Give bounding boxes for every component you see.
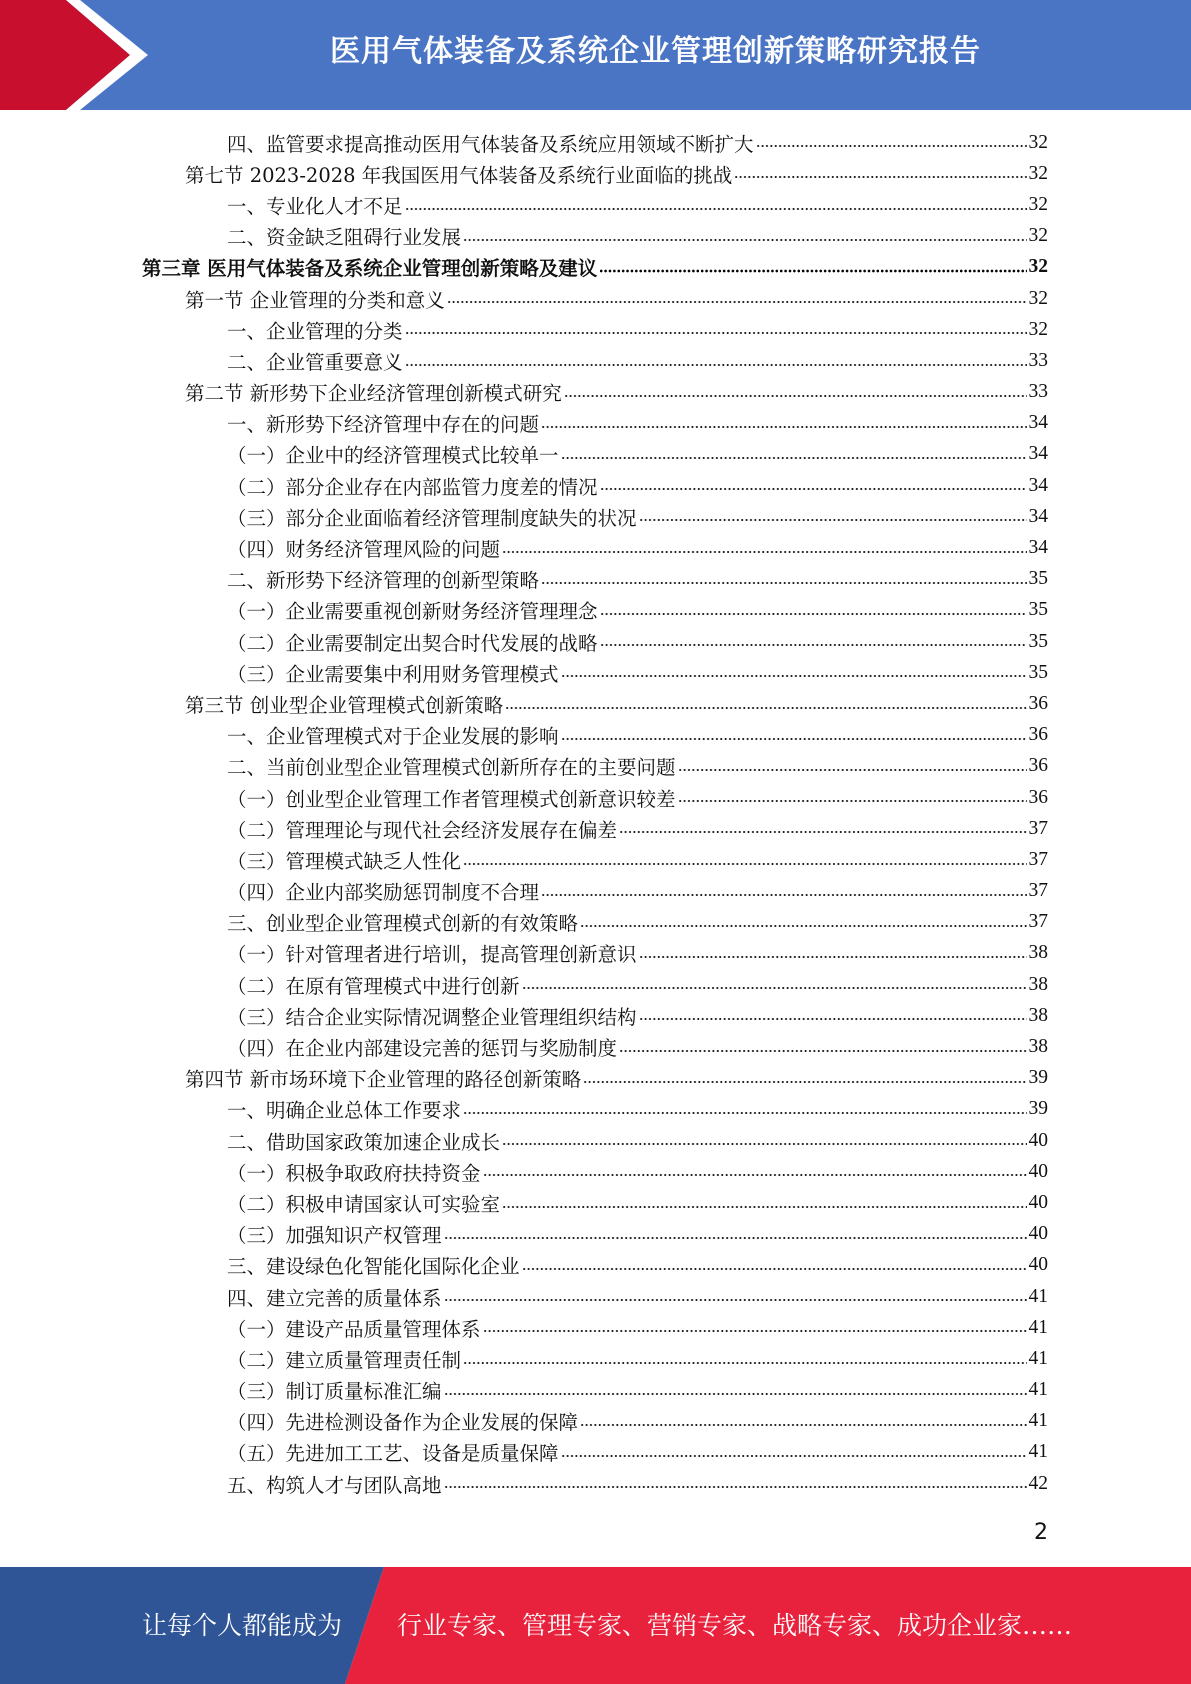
- toc-dot-leader: [483, 1171, 1027, 1179]
- toc-entry-page: 32: [1028, 131, 1048, 153]
- toc-entry-title: （一）建设产品质量管理体系: [227, 1317, 481, 1341]
- toc-entry-page: 40: [1028, 1191, 1048, 1213]
- toc-entry-title: （四）先进检测设备作为企业发展的保障: [227, 1411, 579, 1435]
- toc-entry[interactable]: [0, 1281, 1191, 1312]
- toc-entry[interactable]: [0, 844, 1191, 875]
- toc-entry[interactable]: [0, 1375, 1191, 1406]
- toc-entry[interactable]: [0, 1094, 1191, 1125]
- page-header: [0, 0, 1191, 110]
- toc-entry-page: 35: [1028, 630, 1048, 652]
- toc-entry-title: 五、构筑人才与团队高地: [227, 1473, 442, 1497]
- toc-entry-title: 二、新形势下经济管理的创新型策略: [227, 569, 540, 593]
- toc-entry-page: 41: [1028, 1441, 1048, 1463]
- toc-dot-leader: [564, 392, 1027, 400]
- toc-entry-page: 36: [1028, 755, 1048, 777]
- toc-entry[interactable]: [0, 1125, 1191, 1156]
- toc-entry-page: 32: [1028, 193, 1048, 215]
- toc-entry-title: 二、资金缺乏阻碍行业发展: [227, 226, 462, 250]
- toc-entry[interactable]: [0, 876, 1191, 907]
- toc-dot-leader: [502, 1140, 1026, 1148]
- toc-entry[interactable]: [0, 1063, 1191, 1094]
- toc-dot-leader: [639, 516, 1027, 524]
- toc-entry-title: 二、当前创业型企业管理模式创新所存在的主要问题: [227, 756, 676, 780]
- toc-entry-page: 40: [1028, 1160, 1048, 1182]
- toc-entry-title: （二）管理理论与现代社会经济发展存在偏差: [227, 818, 618, 842]
- toc-entry[interactable]: [0, 189, 1191, 220]
- toc-entry[interactable]: [0, 782, 1191, 813]
- toc-entry-title: （四）财务经济管理风险的问题: [227, 538, 501, 562]
- toc-entry-title: （三）部分企业面临着经济管理制度缺失的状况: [227, 506, 637, 530]
- toc-entry[interactable]: [0, 626, 1191, 657]
- toc-dot-leader: [561, 454, 1027, 462]
- toc-dot-leader: [444, 1234, 1027, 1242]
- toc-entry-title: 一、企业管理模式对于企业发展的影响: [227, 725, 559, 749]
- toc-entry-page: 39: [1028, 1098, 1048, 1120]
- toc-entry-title: （三）企业需要集中利用财务管理模式: [227, 662, 559, 686]
- toc-dot-leader: [502, 1203, 1026, 1211]
- toc-dot-leader: [561, 672, 1027, 680]
- toc-entry[interactable]: [0, 1219, 1191, 1250]
- toc-entry[interactable]: [0, 127, 1191, 158]
- toc-entry-title: 第四节 新市场环境下企业管理的路径创新策略: [185, 1068, 582, 1092]
- toc-dot-leader: [483, 1327, 1027, 1335]
- toc-entry-title: 第二节 新形势下企业经济管理创新模式研究: [185, 382, 562, 406]
- toc-entry[interactable]: [0, 1437, 1191, 1468]
- toc-entry[interactable]: [0, 345, 1191, 376]
- toc-dot-leader: [522, 1265, 1027, 1273]
- footer-slogan-left: 让每个人都能成为: [142, 1611, 343, 1640]
- toc-dot-leader: [583, 1078, 1026, 1086]
- toc-dot-leader: [405, 361, 1027, 369]
- toc-entry[interactable]: [0, 158, 1191, 189]
- toc-entry-title: 第七节 2023-2028 年我国医用气体装备及系统行业面临的挑战: [185, 163, 733, 187]
- toc-entry[interactable]: [0, 564, 1191, 595]
- toc-dot-leader: [444, 1390, 1027, 1398]
- toc-entry[interactable]: [0, 1031, 1191, 1062]
- toc-entry[interactable]: [0, 657, 1191, 688]
- table-of-contents: [0, 127, 1191, 1499]
- toc-dot-leader: [619, 828, 1026, 836]
- toc-dot-leader: [405, 205, 1027, 213]
- toc-entry-page: 33: [1028, 381, 1048, 403]
- toc-entry-page: 37: [1028, 848, 1048, 870]
- toc-entry-page: 32: [1028, 287, 1048, 309]
- toc-entry-page: 41: [1028, 1379, 1048, 1401]
- toc-entry[interactable]: [0, 688, 1191, 719]
- toc-dot-leader: [541, 423, 1026, 431]
- toc-entry[interactable]: [0, 1312, 1191, 1343]
- toc-entry[interactable]: [0, 439, 1191, 470]
- toc-entry-page: 38: [1028, 1036, 1048, 1058]
- toc-entry-title: 四、建立完善的质量体系: [227, 1286, 442, 1310]
- toc-entry-page: 41: [1028, 1410, 1048, 1432]
- toc-entry-title: （二）在原有管理模式中进行创新: [227, 974, 520, 998]
- toc-dot-leader: [599, 267, 1026, 275]
- toc-entry-title: （四）企业内部奖励惩罚制度不合理: [227, 881, 540, 905]
- toc-dot-leader: [405, 329, 1027, 337]
- toc-dot-leader: [756, 142, 1027, 150]
- toc-dot-leader: [639, 953, 1027, 961]
- toc-entry-title: （一）针对管理者进行培训，提高管理创新意识: [227, 943, 637, 967]
- toc-entry-title: （二）积极申请国家认可实验室: [227, 1192, 501, 1216]
- report-title: 医用气体装备及系统企业管理创新策略研究报告: [330, 34, 981, 69]
- toc-entry[interactable]: [0, 907, 1191, 938]
- toc-entry-page: 36: [1028, 786, 1048, 808]
- toc-entry-title: （一）企业中的经济管理模式比较单一: [227, 444, 559, 468]
- toc-entry-page: 38: [1028, 1004, 1048, 1026]
- toc-dot-leader: [678, 766, 1027, 774]
- toc-entry-title: 第三章 医用气体装备及系统企业管理创新策略及建议: [142, 257, 598, 281]
- toc-entry-page: 40: [1028, 1254, 1048, 1276]
- toc-entry-page: 35: [1028, 568, 1048, 590]
- toc-entry-title: 二、借助国家政策加速企业成长: [227, 1130, 501, 1154]
- toc-entry[interactable]: [0, 813, 1191, 844]
- toc-dot-leader: [561, 1452, 1027, 1460]
- toc-dot-leader: [600, 485, 1027, 493]
- toc-entry[interactable]: [0, 532, 1191, 563]
- toc-entry[interactable]: [0, 283, 1191, 314]
- toc-dot-leader: [502, 548, 1026, 556]
- toc-entry-page: 34: [1028, 505, 1048, 527]
- toc-dot-leader: [463, 860, 1026, 868]
- toc-entry[interactable]: [0, 751, 1191, 782]
- toc-entry-page: 34: [1028, 537, 1048, 559]
- toc-entry-page: 33: [1028, 349, 1048, 371]
- toc-entry-page: 40: [1028, 1223, 1048, 1245]
- toc-entry-title: 三、创业型企业管理模式创新的有效策略: [227, 912, 579, 936]
- toc-dot-leader: [505, 704, 1026, 712]
- toc-entry-title: （一）创业型企业管理工作者管理模式创新意识较差: [227, 787, 676, 811]
- toc-dot-leader: [678, 797, 1027, 805]
- toc-entry[interactable]: [0, 470, 1191, 501]
- toc-entry-title: 二、企业管重要意义: [227, 350, 403, 374]
- toc-entry[interactable]: [0, 1468, 1191, 1499]
- toc-entry[interactable]: [0, 408, 1191, 439]
- toc-entry-page: 35: [1028, 599, 1048, 621]
- toc-entry-title: 一、新形势下经济管理中存在的问题: [227, 413, 540, 437]
- toc-entry-page: 37: [1028, 911, 1048, 933]
- toc-dot-leader: [463, 236, 1026, 244]
- toc-entry[interactable]: [0, 1250, 1191, 1281]
- toc-entry-page: 38: [1028, 973, 1048, 995]
- toc-dot-leader: [463, 1109, 1026, 1117]
- toc-entry-title: 四、监管要求提高推动医用气体装备及系统应用领域不断扩大: [227, 132, 754, 156]
- toc-entry-title: （二）部分企业存在内部监管力度差的情况: [227, 475, 598, 499]
- toc-dot-leader: [619, 1047, 1026, 1055]
- toc-dot-leader: [561, 735, 1027, 743]
- toc-dot-leader: [600, 610, 1027, 618]
- toc-entry-page: 40: [1028, 1129, 1048, 1151]
- page-number: 2: [1034, 1520, 1048, 1545]
- toc-entry-title: 第三节 创业型企业管理模式创新策略: [185, 693, 504, 717]
- toc-entry-page: 41: [1028, 1285, 1048, 1307]
- toc-entry-page: 34: [1028, 443, 1048, 465]
- toc-entry-title: （三）加强知识产权管理: [227, 1224, 442, 1248]
- toc-entry[interactable]: [0, 720, 1191, 751]
- toc-entry-page: 37: [1028, 880, 1048, 902]
- toc-entry-title: 一、企业管理的分类: [227, 319, 403, 343]
- toc-dot-leader: [522, 984, 1027, 992]
- toc-entry-page: 32: [1028, 225, 1048, 247]
- toc-entry-page: 32: [1028, 256, 1048, 278]
- toc-entry-page: 39: [1028, 1067, 1048, 1089]
- toc-dot-leader: [541, 579, 1026, 587]
- page-footer: [0, 1567, 1191, 1684]
- toc-entry-page: 34: [1028, 412, 1048, 434]
- toc-entry-page: 36: [1028, 692, 1048, 714]
- toc-entry[interactable]: [0, 221, 1191, 252]
- toc-entry-page: 35: [1028, 661, 1048, 683]
- toc-entry-title: （三）管理模式缺乏人性化: [227, 849, 462, 873]
- toc-dot-leader: [541, 891, 1026, 899]
- toc-entry[interactable]: [0, 1000, 1191, 1031]
- footer-slogan-right: 行业专家、管理专家、营销专家、战略专家、成功企业家……: [397, 1611, 1073, 1640]
- toc-entry-title: 三、建设绿色化智能化国际化企业: [227, 1255, 520, 1279]
- toc-entry[interactable]: [0, 595, 1191, 626]
- toc-entry-title: （三）结合企业实际情况调整企业管理组织结构: [227, 1005, 637, 1029]
- toc-dot-leader: [580, 922, 1026, 930]
- toc-dot-leader: [580, 1421, 1026, 1429]
- toc-entry[interactable]: [0, 1187, 1191, 1218]
- toc-entry[interactable]: [0, 314, 1191, 345]
- toc-entry-page: 36: [1028, 724, 1048, 746]
- toc-entry-title: 一、明确企业总体工作要求: [227, 1099, 462, 1123]
- toc-entry[interactable]: [0, 1343, 1191, 1374]
- toc-entry[interactable]: [0, 1156, 1191, 1187]
- toc-entry-title: （一）积极争取政府扶持资金: [227, 1161, 481, 1185]
- toc-dot-leader: [734, 173, 1026, 181]
- toc-entry-page: 32: [1028, 318, 1048, 340]
- toc-entry-page: 41: [1028, 1347, 1048, 1369]
- toc-dot-leader: [600, 641, 1027, 649]
- toc-entry[interactable]: [0, 501, 1191, 532]
- toc-entry[interactable]: [0, 969, 1191, 1000]
- toc-dot-leader: [444, 1483, 1027, 1491]
- toc-entry-title: （二）建立质量管理责任制: [227, 1348, 462, 1372]
- toc-entry[interactable]: [0, 252, 1191, 283]
- toc-entry-title: （三）制订质量标准汇编: [227, 1380, 442, 1404]
- toc-entry[interactable]: [0, 377, 1191, 408]
- toc-dot-leader: [639, 1015, 1027, 1023]
- toc-dot-leader: [463, 1359, 1026, 1367]
- toc-entry-title: 第一节 企业管理的分类和意义: [185, 288, 445, 312]
- toc-entry-title: （一）企业需要重视创新财务经济管理理念: [227, 600, 598, 624]
- toc-entry-page: 32: [1028, 162, 1048, 184]
- toc-entry[interactable]: [0, 938, 1191, 969]
- toc-entry-title: （五）先进加工工艺、设备是质量保障: [227, 1442, 559, 1466]
- toc-entry-title: （二）企业需要制定出契合时代发展的战略: [227, 631, 598, 655]
- toc-entry-page: 42: [1028, 1472, 1048, 1494]
- toc-entry-title: （四）在企业内部建设完善的惩罚与奖励制度: [227, 1037, 618, 1061]
- toc-entry-title: 一、专业化人才不足: [227, 194, 403, 218]
- toc-dot-leader: [447, 298, 1027, 306]
- toc-entry-page: 34: [1028, 474, 1048, 496]
- toc-entry-page: 37: [1028, 817, 1048, 839]
- toc-entry-page: 38: [1028, 942, 1048, 964]
- toc-entry[interactable]: [0, 1406, 1191, 1437]
- toc-dot-leader: [444, 1296, 1027, 1304]
- toc-entry-page: 41: [1028, 1316, 1048, 1338]
